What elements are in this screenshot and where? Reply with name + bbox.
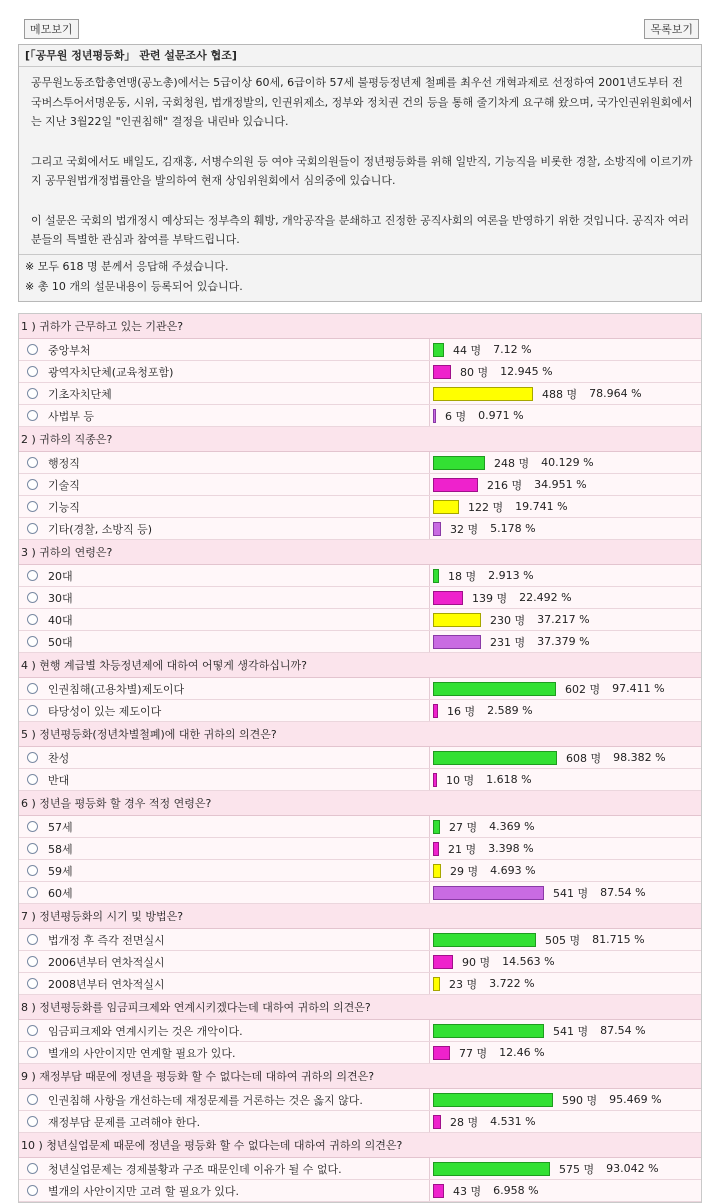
- answer-result: [430, 496, 701, 517]
- respondent-count-note: ※ 모두 618 명 분께서 응답해 주셨습니다.: [25, 259, 229, 273]
- result-count: 248 명: [494, 456, 530, 470]
- result-bar: [433, 886, 544, 900]
- answer-option[interactable]: [19, 882, 430, 903]
- result-count: 90 명: [462, 955, 491, 969]
- result-count: 216 명: [487, 478, 523, 492]
- result-count: 80 명: [460, 365, 489, 379]
- answer-result: [430, 860, 701, 881]
- answer-radio-button[interactable]: [27, 614, 38, 625]
- result-bar: [433, 864, 441, 878]
- answer-result: [430, 838, 701, 859]
- answer-radio-button[interactable]: [27, 934, 38, 945]
- answer-option-row: [19, 816, 701, 838]
- answer-option-label: 중앙부처: [48, 343, 91, 357]
- answer-option[interactable]: [19, 405, 430, 426]
- answer-option[interactable]: [19, 1158, 430, 1179]
- question-title: 1 ) 귀하가 근무하고 있는 기관은?: [19, 314, 701, 339]
- answer-radio-button[interactable]: [27, 592, 38, 603]
- result-count: 505 명: [545, 933, 581, 947]
- answer-option-label: 청년실업문제는 경제불황과 구조 때문인데 이유가 될 수 없다.: [48, 1162, 342, 1176]
- answer-option-row: [19, 587, 701, 609]
- answer-radio-button[interactable]: [27, 366, 38, 377]
- answer-option-label: 반대: [48, 773, 70, 787]
- survey-intro-notes: [19, 254, 701, 301]
- answer-result: [430, 882, 701, 903]
- survey-intro-body: [19, 67, 701, 254]
- answer-result: [430, 631, 701, 652]
- result-bar: [433, 365, 451, 379]
- intro-paragraph: 그리고 국회에서도 배일도, 김재홍, 서병수의원 등 여야 국회의원들이 정년평등화를 위해 일반직, 기능직을 비롯한 경찰, 소방직에 이르기까지 공무원법개정법률안을 발의하여 현재 상임위원회에서 심의중에 있습니다.: [31, 154, 693, 187]
- answer-result: [430, 383, 701, 404]
- answer-option[interactable]: [19, 1180, 430, 1201]
- result-count: 575 명: [559, 1162, 595, 1176]
- result-bar: [433, 1162, 550, 1176]
- answer-option-row: [19, 474, 701, 496]
- answer-result: [430, 1180, 701, 1201]
- answer-result: [430, 951, 701, 972]
- answer-option-label: 찬성: [48, 751, 70, 765]
- result-bar: [433, 343, 444, 357]
- result-percent: 2.913 %: [488, 569, 534, 582]
- result-bar: [433, 387, 533, 401]
- answer-option-row: [19, 496, 701, 518]
- answer-result: [430, 678, 701, 699]
- result-count: 21 명: [448, 842, 477, 856]
- answer-radio-button[interactable]: [27, 479, 38, 490]
- answer-result: [430, 1042, 701, 1063]
- answer-radio-button[interactable]: [27, 1025, 38, 1036]
- answer-option-label: 40대: [48, 613, 73, 627]
- result-count: 29 명: [450, 864, 479, 878]
- answer-option-label: 2006년부터 연차적실시: [48, 955, 165, 969]
- result-count: 488 명: [542, 387, 578, 401]
- result-count: 10 명: [446, 773, 475, 787]
- answer-radio-button[interactable]: [27, 843, 38, 854]
- answer-option[interactable]: [19, 951, 430, 972]
- survey-intro-panel: [18, 44, 702, 302]
- question-title: 5 ) 정년평등화(정년차별철폐)에 대한 귀하의 의견은?: [19, 722, 701, 747]
- answer-result: [430, 1020, 701, 1041]
- answer-option-row: [19, 1111, 701, 1133]
- result-percent: 19.741 %: [515, 500, 568, 513]
- result-bar: [433, 682, 556, 696]
- result-count: 77 명: [459, 1046, 488, 1060]
- result-count: 590 명: [562, 1093, 598, 1107]
- answer-option-row: [19, 518, 701, 540]
- result-bar: [433, 613, 481, 627]
- answer-radio-button[interactable]: [27, 344, 38, 355]
- result-percent: 4.693 %: [490, 864, 536, 877]
- answer-option[interactable]: [19, 860, 430, 881]
- result-bar: [433, 1046, 450, 1060]
- answer-option-row: [19, 405, 701, 427]
- result-bar: [433, 478, 478, 492]
- answer-option[interactable]: [19, 678, 430, 699]
- answer-result: [430, 474, 701, 495]
- answer-result: [430, 816, 701, 837]
- result-percent: 12.46 %: [499, 1046, 545, 1059]
- result-count: 32 명: [450, 522, 479, 536]
- result-percent: 37.217 %: [537, 613, 590, 626]
- answer-result: [430, 565, 701, 586]
- result-count: 122 명: [468, 500, 504, 514]
- answer-radio-button[interactable]: [27, 865, 38, 876]
- result-bar: [433, 569, 439, 583]
- answer-option-row: [19, 339, 701, 361]
- answer-option[interactable]: [19, 1042, 430, 1063]
- result-percent: 37.379 %: [537, 635, 590, 648]
- answer-option-label: 타당성이 있는 제도이다: [48, 704, 162, 718]
- result-percent: 14.563 %: [502, 955, 555, 968]
- answer-option-label: 별개의 사안이지만 연계할 필요가 있다.: [48, 1046, 236, 1060]
- result-bar: [433, 500, 459, 514]
- result-percent: 1.618 %: [486, 773, 532, 786]
- result-count: 602 명: [565, 682, 601, 696]
- answer-option-row: [19, 860, 701, 882]
- result-bar: [433, 456, 485, 470]
- answer-radio-button[interactable]: [27, 636, 38, 647]
- answer-option-row: [19, 678, 701, 700]
- result-count: 608 명: [566, 751, 602, 765]
- answer-option[interactable]: [19, 1089, 430, 1110]
- survey-results-table: [18, 313, 702, 1203]
- question-title: 4 ) 현행 계급별 차등정년제에 대하여 어떻게 생각하십니까?: [19, 653, 701, 678]
- result-count: 6 명: [445, 409, 467, 423]
- answer-option-row: [19, 1089, 701, 1111]
- answer-option[interactable]: [19, 973, 430, 994]
- result-count: 230 명: [490, 613, 526, 627]
- answer-radio-button[interactable]: [27, 956, 38, 967]
- result-percent: 6.958 %: [493, 1184, 539, 1197]
- answer-radio-button[interactable]: [27, 1185, 38, 1196]
- result-bar: [433, 591, 463, 605]
- result-percent: 12.945 %: [500, 365, 553, 378]
- answer-option-row: [19, 769, 701, 791]
- answer-result: [430, 518, 701, 539]
- answer-option-label: 57세: [48, 820, 73, 834]
- question-count-note: ※ 총 10 개의 설문내용이 등록되어 있습니다.: [25, 279, 243, 293]
- answer-radio-button[interactable]: [27, 705, 38, 716]
- answer-radio-button[interactable]: [27, 1094, 38, 1105]
- answer-option[interactable]: [19, 452, 430, 473]
- answer-radio-button[interactable]: [27, 523, 38, 534]
- result-percent: 4.531 %: [490, 1115, 536, 1128]
- result-count: 23 명: [449, 977, 478, 991]
- answer-option-row: [19, 631, 701, 653]
- answer-option-label: 별개의 사안이지만 고려 할 필요가 있다.: [48, 1184, 239, 1198]
- answer-radio-button[interactable]: [27, 774, 38, 785]
- answer-radio-button[interactable]: [27, 821, 38, 832]
- answer-option-label: 인권침해(고용차별)제도이다: [48, 682, 185, 696]
- result-bar: [433, 522, 441, 536]
- result-percent: 2.589 %: [487, 704, 533, 717]
- result-count: 541 명: [553, 1024, 589, 1038]
- answer-option-label: 59세: [48, 864, 73, 878]
- result-percent: 40.129 %: [541, 456, 594, 469]
- answer-option[interactable]: [19, 747, 430, 768]
- answer-result: [430, 1158, 701, 1179]
- result-count: 28 명: [450, 1115, 479, 1129]
- result-count: 16 명: [447, 704, 476, 718]
- answer-option[interactable]: [19, 700, 430, 721]
- result-bar: [433, 1184, 444, 1198]
- answer-radio-button[interactable]: [27, 1116, 38, 1127]
- question-title: 7 ) 정년평등화의 시기 및 방법은?: [19, 904, 701, 929]
- result-percent: 87.54 %: [600, 886, 646, 899]
- answer-option[interactable]: [19, 838, 430, 859]
- result-bar: [433, 704, 438, 718]
- answer-radio-button[interactable]: [27, 410, 38, 421]
- result-bar: [433, 842, 439, 856]
- answer-option[interactable]: [19, 1111, 430, 1132]
- answer-option-row: [19, 929, 701, 951]
- result-count: 27 명: [449, 820, 478, 834]
- result-bar: [433, 820, 440, 834]
- answer-result: [430, 769, 701, 790]
- answer-option[interactable]: [19, 631, 430, 652]
- answer-option-row: [19, 383, 701, 405]
- result-bar: [433, 933, 536, 947]
- result-percent: 81.715 %: [592, 933, 645, 946]
- answer-option-label: 기초자치단체: [48, 387, 112, 401]
- answer-option-row: [19, 951, 701, 973]
- question-title: 8 ) 정년평등화를 임금피크제와 연계시키겠다는데 대하여 귀하의 의견은?: [19, 995, 701, 1020]
- answer-radio-button[interactable]: [27, 683, 38, 694]
- answer-result: [430, 339, 701, 360]
- result-bar: [433, 773, 437, 787]
- answer-option-row: [19, 361, 701, 383]
- result-percent: 98.382 %: [613, 751, 666, 764]
- list-view-button[interactable]: 목록보기: [644, 19, 699, 39]
- answer-option-label: 법개정 후 즉각 전면실시: [48, 933, 165, 947]
- question-title: 6 ) 정년을 평등화 할 경우 적정 연령은?: [19, 791, 701, 816]
- answer-result: [430, 609, 701, 630]
- answer-option-label: 사법부 등: [48, 409, 95, 423]
- result-percent: 5.178 %: [490, 522, 536, 535]
- answer-option-row: [19, 973, 701, 995]
- result-percent: 3.398 %: [488, 842, 534, 855]
- intro-paragraph: 공무원노동조합총연맹(공노총)에서는 5급이상 60세, 6급이하 57세 불평등정년제 철폐를 최우선 개혁과제로 선정하여 2001년도부터 전국버스투어서명운동, 시위, 국회청원, 법개정발의, 인권위제소, 정부와 정치권 건의 등을 통해 줄기차게 요구해 왔으며, 국가인권위원회에서는 지난 3월22일 "인권침해" 결정을 내린바 있습니다.: [31, 76, 693, 128]
- answer-option[interactable]: [19, 816, 430, 837]
- answer-option[interactable]: [19, 929, 430, 950]
- answer-option-row: [19, 1158, 701, 1180]
- memo-view-button[interactable]: 메모보기: [24, 19, 79, 39]
- answer-result: [430, 929, 701, 950]
- answer-result: [430, 747, 701, 768]
- result-count: 231 명: [490, 635, 526, 649]
- answer-radio-button[interactable]: [27, 388, 38, 399]
- answer-option[interactable]: [19, 769, 430, 790]
- answer-option-row: [19, 1180, 701, 1202]
- answer-result: [430, 1111, 701, 1132]
- answer-option-row: [19, 1020, 701, 1042]
- answer-result: [430, 700, 701, 721]
- result-count: 18 명: [448, 569, 477, 583]
- answer-option[interactable]: [19, 474, 430, 495]
- answer-option-row: [19, 838, 701, 860]
- result-percent: 34.951 %: [534, 478, 587, 491]
- result-percent: 7.12 %: [493, 343, 532, 356]
- result-bar: [433, 1115, 441, 1129]
- answer-option-label: 기술직: [48, 478, 80, 492]
- intro-paragraph: 이 설문은 국회의 법개정시 예상되는 정부측의 훼방, 개악공작을 분쇄하고 진정한 공직사회의 여론을 반영하기 위한 것입니다. 공직자 여러분들의 특별한 관심과 참여를 부탁드립니다.: [31, 213, 689, 246]
- answer-radio-button[interactable]: [27, 501, 38, 512]
- result-percent: 78.964 %: [589, 387, 642, 400]
- answer-result: [430, 973, 701, 994]
- answer-option[interactable]: [19, 609, 430, 630]
- answer-radio-button[interactable]: [27, 570, 38, 581]
- result-bar: [433, 751, 557, 765]
- result-bar: [433, 955, 453, 969]
- result-percent: 95.469 %: [609, 1093, 662, 1106]
- result-percent: 0.971 %: [478, 409, 524, 422]
- answer-option-label: 20대: [48, 569, 73, 583]
- result-bar: [433, 1093, 553, 1107]
- answer-radio-button[interactable]: [27, 978, 38, 989]
- answer-option-label: 58세: [48, 842, 73, 856]
- answer-result: [430, 405, 701, 426]
- answer-result: [430, 452, 701, 473]
- answer-option-row: [19, 700, 701, 722]
- answer-option[interactable]: [19, 496, 430, 517]
- answer-option-label: 50대: [48, 635, 73, 649]
- answer-radio-button[interactable]: [27, 752, 38, 763]
- result-count: 44 명: [453, 343, 482, 357]
- answer-option[interactable]: [19, 339, 430, 360]
- answer-option-row: [19, 1042, 701, 1064]
- answer-option-label: 재정부담 문제를 고려해야 한다.: [48, 1115, 201, 1129]
- answer-option[interactable]: [19, 565, 430, 586]
- answer-option-label: 인권침해 사항을 개선하는데 재정문제를 거론하는 것은 옳지 않다.: [48, 1093, 363, 1107]
- result-percent: 97.411 %: [612, 682, 665, 695]
- answer-option-label: 행정직: [48, 456, 80, 470]
- answer-option-label: 기타(경찰, 소방직 등): [48, 522, 153, 536]
- result-bar: [433, 635, 481, 649]
- answer-option-label: 30대: [48, 591, 73, 605]
- result-percent: 22.492 %: [519, 591, 572, 604]
- result-percent: 93.042 %: [606, 1162, 659, 1175]
- answer-option-row: [19, 747, 701, 769]
- result-bar: [433, 977, 440, 991]
- result-bar: [433, 409, 436, 423]
- question-title: 9 ) 재정부담 때문에 정년을 평등화 할 수 없다는데 대하여 귀하의 의견은?: [19, 1064, 701, 1089]
- result-count: 139 명: [472, 591, 508, 605]
- question-title: 10 ) 청년실업문제 때문에 정년을 평등화 할 수 없다는데 대하여 귀하의 의견은?: [19, 1133, 701, 1158]
- answer-option-label: 기능직: [48, 500, 80, 514]
- result-percent: 4.369 %: [489, 820, 535, 833]
- answer-radio-button[interactable]: [27, 887, 38, 898]
- answer-option-row: [19, 565, 701, 587]
- answer-option-row: [19, 609, 701, 631]
- answer-result: [430, 587, 701, 608]
- answer-option-label: 임금피크제와 연계시키는 것은 개악이다.: [48, 1024, 243, 1038]
- answer-option[interactable]: [19, 1020, 430, 1041]
- answer-radio-button[interactable]: [27, 1047, 38, 1058]
- answer-radio-button[interactable]: [27, 457, 38, 468]
- answer-result: [430, 361, 701, 382]
- answer-option[interactable]: [19, 518, 430, 539]
- result-percent: 87.54 %: [600, 1024, 646, 1037]
- survey-intro-title: [「공무원 정년평등화」 관련 설문조사 협조]: [19, 45, 701, 67]
- answer-option[interactable]: [19, 361, 430, 382]
- answer-option[interactable]: [19, 587, 430, 608]
- answer-option-row: [19, 452, 701, 474]
- answer-option[interactable]: [19, 383, 430, 404]
- answer-result: [430, 1089, 701, 1110]
- answer-radio-button[interactable]: [27, 1163, 38, 1174]
- answer-option-row: [19, 882, 701, 904]
- answer-option-label: 광역자치단체(교육청포함): [48, 365, 174, 379]
- question-title: 3 ) 귀하의 연령은?: [19, 540, 701, 565]
- result-percent: 3.722 %: [489, 977, 535, 990]
- result-bar: [433, 1024, 544, 1038]
- question-title: 2 ) 귀하의 직종은?: [19, 427, 701, 452]
- answer-option-label: 60세: [48, 886, 73, 900]
- answer-option-label: 2008년부터 연차적실시: [48, 977, 165, 991]
- result-count: 43 명: [453, 1184, 482, 1198]
- result-count: 541 명: [553, 886, 589, 900]
